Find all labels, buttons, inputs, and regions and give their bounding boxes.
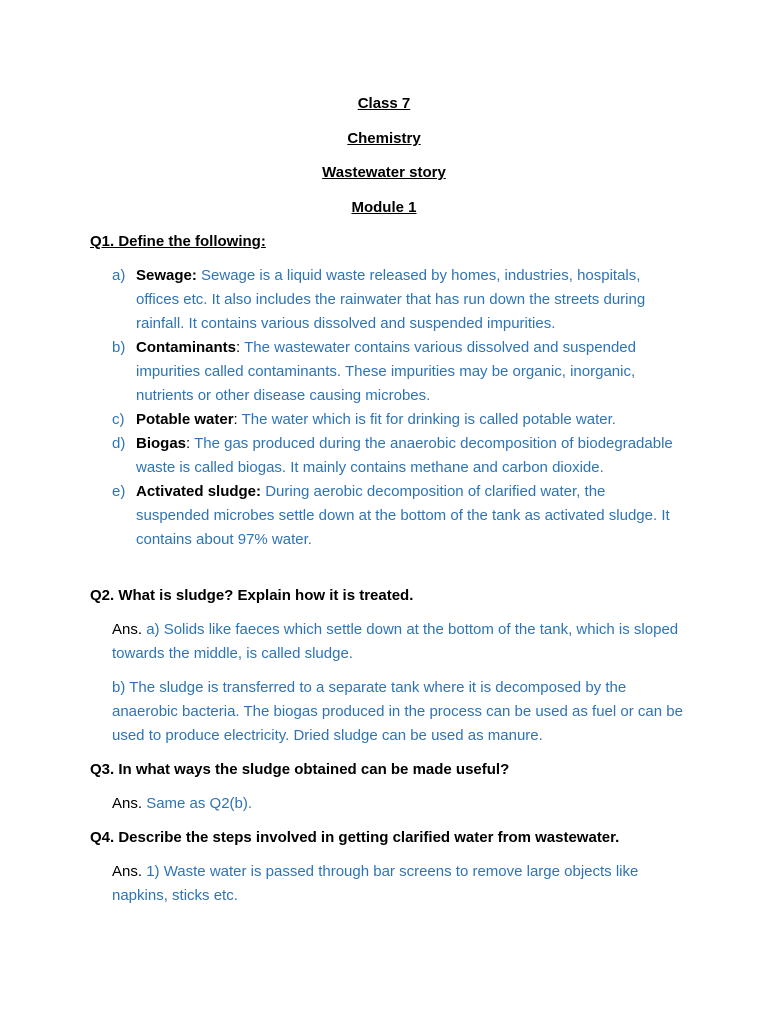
answer-text: Same as Q2(b). (146, 795, 253, 812)
answer-2b: b) The sludge is transferred to a separate tank where it is decomposed by the anaerobic bacteria. The biogas produced in the process can be used as fuel or can be used to produce electricity. Dried sludge can be used as manure. (112, 679, 683, 744)
list-marker: c) (112, 411, 125, 428)
answer-label: Ans. (112, 863, 147, 880)
list-marker: d) (112, 435, 126, 452)
answer-text: a) Solids like faeces which settle down at the bottom of the tank, which is sloped towards the middle, is called sludge. (112, 621, 679, 662)
definition-term: Sewage: (136, 267, 197, 284)
definition-text: The water which is fit for drinking is called potable water. (241, 411, 616, 428)
definition-separator: : (186, 435, 195, 452)
answer-2a (112, 618, 687, 666)
answer-4 (112, 860, 687, 908)
list-item (112, 336, 682, 408)
definition-term: Potable water (136, 411, 234, 428)
answer-label: Ans. (112, 795, 147, 812)
definition-separator: : (233, 411, 242, 428)
module-heading: Module 1 (351, 199, 417, 216)
definition-term: Activated sludge: (136, 483, 262, 500)
list-item (112, 264, 682, 336)
definition-separator: : (236, 339, 245, 356)
question-1: Q1. Define the following: (90, 233, 266, 250)
topic-heading: Wastewater story (322, 164, 446, 181)
definition-term: Biogas (136, 435, 187, 452)
class-heading: Class 7 (357, 95, 411, 112)
question-2: Q2. What is sludge? Explain how it is treated. (90, 587, 414, 604)
question-4: Q4. Describe the steps involved in getting clarified water from wastewater. (90, 829, 620, 846)
list-marker: b) (112, 339, 126, 356)
list-item (112, 432, 682, 480)
list-marker: e) (112, 483, 126, 500)
definitions-list (112, 264, 682, 552)
subject-heading: Chemistry (347, 130, 421, 147)
answer-text: 1) Waste water is passed through bar screens to remove large objects like napkins, sticks etc. (112, 863, 639, 904)
definition-text: The gas produced during the anaerobic decomposition of biodegradable waste is called biogas. It mainly contains methane and carbon dioxide. (136, 435, 673, 476)
answer-3 (112, 792, 687, 816)
question-3: Q3. In what ways the sludge obtained can be made useful? (90, 761, 510, 778)
definition-text: Sewage is a liquid waste released by homes, industries, hospitals, offices etc. It also includes the rainwater that has run down the streets during rainfall. It contains various dissolved and suspended impurities. (136, 267, 646, 332)
definition-text: During aerobic decomposition of clarified water, the suspended microbes settle down at the bottom of the tank as activated sludge. It contains about 97% water. (136, 483, 670, 548)
answer-label: Ans. (112, 621, 147, 638)
list-item (112, 408, 682, 432)
list-item (112, 480, 682, 552)
list-marker: a) (112, 267, 126, 284)
definition-term: Contaminants (136, 339, 237, 356)
definition-text: The wastewater contains various dissolved and suspended impurities called contaminants. These impurities may be organic, inorganic, nutrients or other disease causing microbes. (136, 339, 636, 404)
